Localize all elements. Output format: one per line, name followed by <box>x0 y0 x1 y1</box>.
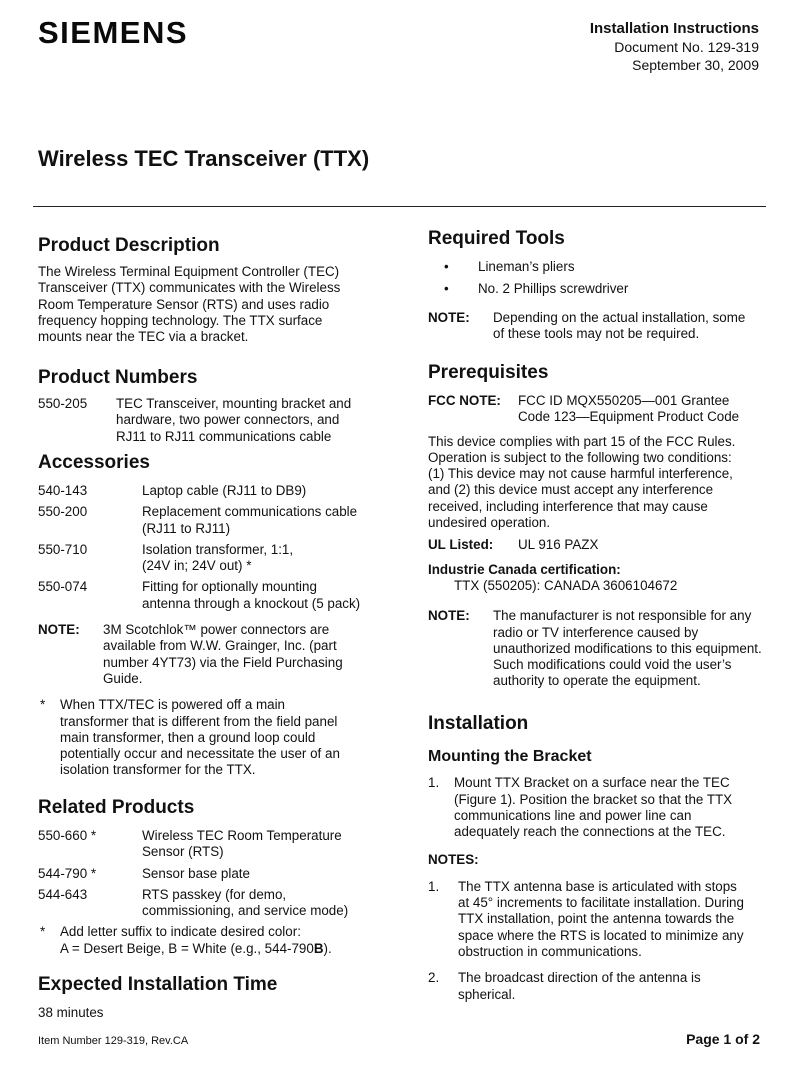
text-line: Operation is subject to the following two conditions: <box>428 449 732 465</box>
prerequisites-section <box>428 361 773 690</box>
text-line: number 4YT73) via the Field Purchasing <box>103 654 343 670</box>
related-product-row <box>38 887 388 920</box>
text-line: Depending on the actual installation, some <box>493 309 746 325</box>
text-line: potentially occur and necessitate the user of an <box>60 746 340 762</box>
text-line: TEC Transceiver, mounting bracket and <box>116 396 352 411</box>
accessories-footnote <box>38 697 388 778</box>
accessory-row <box>38 483 388 499</box>
text-line: adequately reach the connections at the TEC. <box>454 824 726 840</box>
section-heading: Accessories <box>38 452 150 473</box>
product-number: 550-205 <box>38 396 88 411</box>
install-note <box>428 879 773 960</box>
note-label: NOTE: <box>38 622 80 638</box>
text-line: undesired operation. <box>428 515 551 531</box>
text-line: Sensor base plate <box>142 865 250 881</box>
install-note <box>428 970 773 1003</box>
tools-note <box>428 310 768 343</box>
list-item <box>428 281 768 297</box>
related-product-row <box>38 866 388 882</box>
text-line: and (2) this device must accept any interference <box>428 482 714 498</box>
ul-listed <box>428 537 773 553</box>
text-line: main transformer, then a ground loop could <box>60 729 316 745</box>
text-line: The Wireless Terminal Equipment Controller (TEC) <box>38 264 340 279</box>
text-line: Transceiver (TTX) communicates with the Wireless <box>38 280 341 296</box>
tool-label: Lineman’s pliers <box>478 259 575 274</box>
section-heading: Installation <box>428 713 529 734</box>
text-line: (1) This device may not cause harmful interference, <box>428 466 733 482</box>
note-number: 2. <box>428 970 440 986</box>
note-number: 1. <box>428 878 440 894</box>
text-line: antenna through a knockout (5 pack) <box>142 595 361 611</box>
accessories-note <box>38 622 388 687</box>
text-line: hardware, two power connectors, and <box>116 412 340 428</box>
footnote-mark: * <box>40 924 46 940</box>
text-line: received, including interference that may cause <box>428 498 708 514</box>
text-line <box>60 941 332 957</box>
note-label: NOTE: <box>428 309 470 325</box>
text-line: 3M Scotchlok™ power connectors are <box>103 622 330 638</box>
ul-value: UL 916 PAZX <box>518 537 599 553</box>
text-line: spherical. <box>458 986 516 1002</box>
text-line: of these tools may not be required. <box>493 325 700 341</box>
text-line: communications line and power line can <box>454 807 692 823</box>
text-line: RTS passkey (for demo, <box>142 886 287 902</box>
list-item <box>428 259 768 275</box>
expected-time-section <box>38 973 388 1021</box>
text-line: The manufacturer is not responsible for any <box>493 608 752 624</box>
text-line: TTX installation, point the antenna towards the <box>458 911 735 927</box>
text-line: Add letter suffix to indicate desired color: <box>60 924 301 940</box>
section-heading: Expected Installation Time <box>38 974 278 995</box>
text-line: (RJ11 to RJ11) <box>142 520 231 536</box>
bullet-icon: • <box>444 259 449 274</box>
text-line: (24V in; 24V out) * <box>142 558 252 574</box>
fcc-note <box>428 393 773 426</box>
text-line: The TTX antenna base is articulated with stops <box>458 878 737 894</box>
text-line: unauthorized modifications to this equipment. <box>493 640 762 656</box>
text-line: The broadcast direction of the antenna is <box>458 970 701 986</box>
section-heading: Product Numbers <box>38 367 198 388</box>
ul-label: UL Listed: <box>428 537 494 553</box>
footnote-mark: * <box>40 697 46 713</box>
text-line: authority to operate the equipment. <box>493 673 701 689</box>
text-line: frequency hopping technology. The TTX surface <box>38 312 323 328</box>
document-header <box>590 20 759 74</box>
text-line: available from W.W. Grainger, Inc. (part <box>103 638 337 654</box>
required-tools-section <box>428 227 768 342</box>
text-line: Guide. <box>103 670 143 686</box>
text-line: When TTX/TEC is powered off a main <box>60 697 286 713</box>
text-line: Such modifications could void the user’s <box>493 657 732 673</box>
text-line: This device complies with part 15 of the FCC Rules. <box>428 433 736 449</box>
tool-label: No. 2 Phillips screwdriver <box>478 281 629 297</box>
header-divider <box>33 206 766 207</box>
text-line: Code 123—Equipment Product Code <box>518 409 740 425</box>
related-product-row <box>38 828 388 861</box>
accessory-number: 550-074 <box>38 579 88 595</box>
text-line: (Figure 1). Position the bracket so that the TTX <box>454 791 733 807</box>
accessories-section <box>38 451 388 779</box>
section-heading: Product Description <box>38 235 220 256</box>
note-label: NOTE: <box>428 608 470 624</box>
related-product-number: 544-790 * <box>38 865 97 881</box>
text-line: Isolation transformer, 1:1, <box>142 541 294 557</box>
text-line: mounts near the TEC via a bracket. <box>38 329 249 345</box>
text-fragment: B <box>313 940 324 956</box>
text-fragment: ). <box>323 940 332 956</box>
product-description-section <box>38 234 388 345</box>
doc-date: September 30, 2009 <box>632 57 759 73</box>
text-line: transformer that is different from the field panel <box>60 713 338 729</box>
related-products-footnote <box>38 924 388 957</box>
text-fragment: A = Desert Beige, B = White (e.g., 544-790 <box>60 940 314 956</box>
expected-time-value: 38 minutes <box>38 1005 104 1020</box>
accessory-row <box>38 542 388 575</box>
text-line: Replacement communications cable <box>142 504 358 520</box>
accessory-number: 540-143 <box>38 483 88 498</box>
text-line: at 45° increments to facilitate installation. During <box>458 895 744 911</box>
text-line: space where the RTS is located to minimize any <box>458 927 744 943</box>
accessory-number: 550-710 <box>38 541 88 557</box>
section-heading: Prerequisites <box>428 362 549 383</box>
related-product-number: 544-643 <box>38 886 88 902</box>
product-number-row <box>38 396 388 445</box>
product-description-text <box>38 264 388 345</box>
item-number: Item Number 129-319, Rev.CA <box>38 1035 189 1047</box>
ic-value: TTX (550205): CANADA 3606104672 <box>454 577 678 593</box>
text-line: Wireless TEC Room Temperature <box>142 828 342 843</box>
text-line: Fitting for optionally mounting <box>142 579 317 595</box>
text-line: RJ11 to RJ11 communications cable <box>116 428 332 444</box>
related-products-section <box>38 796 388 957</box>
accessory-number: 550-200 <box>38 504 88 520</box>
accessory-row <box>38 504 388 537</box>
siemens-logo: SIEMENS <box>38 15 189 50</box>
install-step <box>428 775 773 840</box>
text-line: radio or TV interference caused by <box>493 624 699 640</box>
section-heading: Required Tools <box>428 228 565 249</box>
prerequisites-note <box>428 608 773 689</box>
text-line: FCC ID MQX550205—001 Grantee <box>518 393 730 408</box>
subsection-heading: Mounting the Bracket <box>428 748 592 765</box>
compliance-text <box>428 434 773 532</box>
ic-label: Industrie Canada certification: <box>428 561 621 577</box>
notes-label: NOTES: <box>428 852 479 868</box>
related-product-number: 550-660 * <box>38 828 97 843</box>
product-numbers-section <box>38 366 388 445</box>
text-line: Mount TTX Bracket on a surface near the TEC <box>454 775 730 791</box>
text-line: isolation transformer for the TTX. <box>60 762 256 778</box>
product-number-desc <box>116 396 351 445</box>
accessory-row <box>38 579 388 612</box>
text-line: obstruction in communications. <box>458 943 642 959</box>
page-title: Wireless TEC Transceiver (TTX) <box>38 146 370 171</box>
doc-type: Installation Instructions <box>589 20 759 37</box>
section-heading: Related Products <box>38 797 195 818</box>
page-number: Page 1 of 2 <box>686 1031 760 1047</box>
step-number: 1. <box>428 775 440 791</box>
text-line: Laptop cable (RJ11 to DB9) <box>142 483 307 498</box>
text-line: commissioning, and service mode) <box>142 903 349 919</box>
installation-section <box>428 712 773 1003</box>
bullet-icon: • <box>444 281 449 297</box>
doc-number: Document No. 129-319 <box>614 39 759 55</box>
text-line: Room Temperature Sensor (RTS) and uses radio <box>38 296 330 312</box>
text-line: Sensor (RTS) <box>142 844 224 860</box>
fcc-label: FCC NOTE: <box>428 393 501 408</box>
